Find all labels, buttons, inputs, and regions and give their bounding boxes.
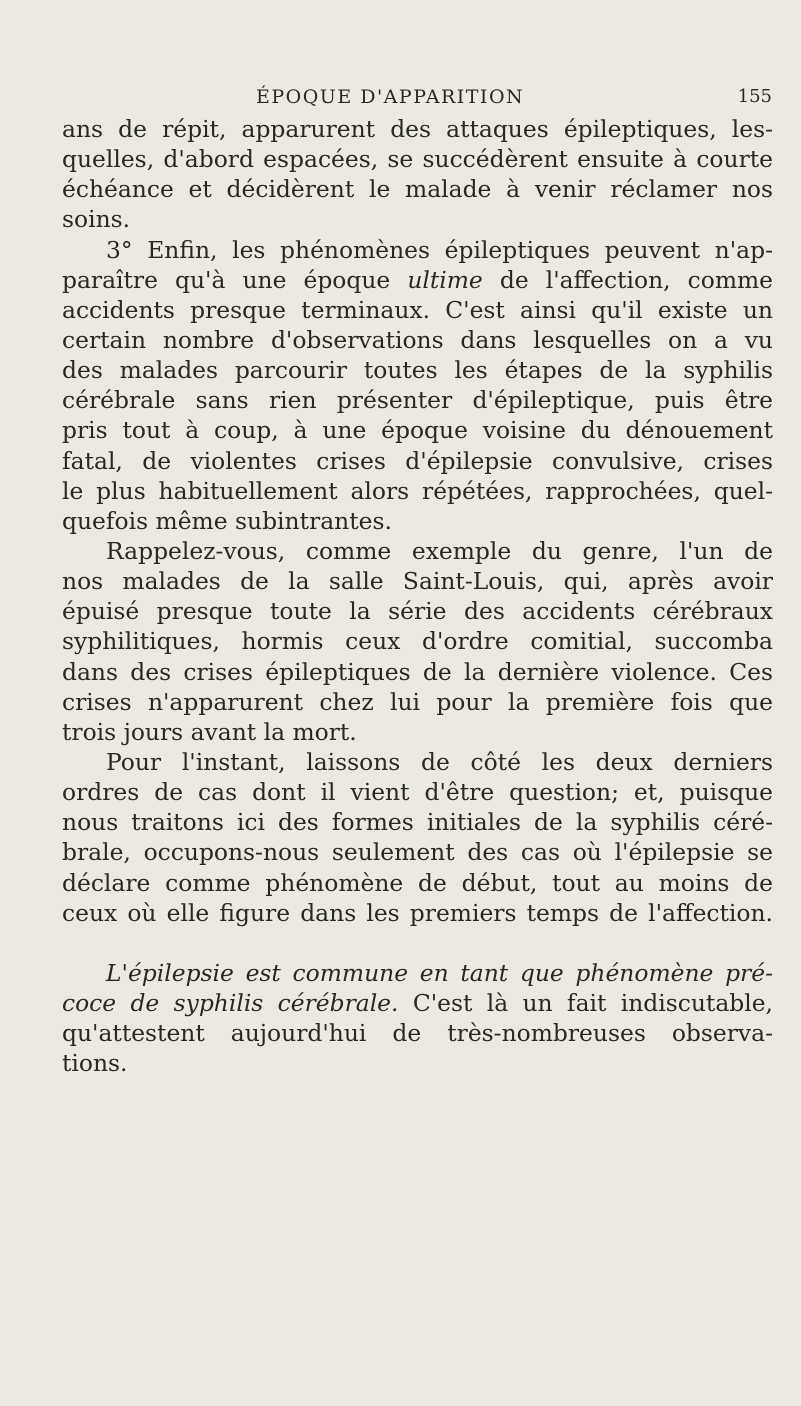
- running-header: [232, 86, 772, 114]
- text-line: ceux où elle figure dans les premiers temps de l'affection.: [62, 898, 773, 927]
- text-line: tions.: [62, 1049, 128, 1078]
- text-line: Pour l'instant, laissons de côté les deux derniers: [106, 747, 773, 776]
- text-line: pris tout à coup, à une époque voisine du dénouement: [62, 416, 773, 445]
- italic-word: ultime: [407, 265, 483, 294]
- text-line: [62, 958, 773, 988]
- text-line: dans des crises épileptiques de la dernière violence. Ces: [62, 657, 773, 686]
- text-line: Rappelez-vous, comme exemple du genre, l'un de: [106, 536, 773, 565]
- text-line: nos malades de la salle Saint-Louis, qui, après avoir: [62, 567, 773, 596]
- text-line: [62, 265, 773, 295]
- page-number: 155: [737, 86, 772, 107]
- italic-sentence: coce de syphilis cérébrale.: [62, 988, 399, 1017]
- text-line: épuisé presque toute la série des accidents cérébraux: [62, 597, 773, 626]
- text-line: soins.: [62, 205, 131, 234]
- text-line: crises n'apparurent chez lui pour la première fois que: [62, 687, 773, 716]
- text-line: 3° Enfin, les phénomènes épileptiques peuvent n'ap-: [106, 235, 773, 264]
- running-title: ÉPOQUE D'APPARITION: [256, 86, 525, 108]
- text-line: [62, 988, 773, 1018]
- text-line: nous traitons ici des formes initiales de la syphilis céré-: [62, 808, 773, 837]
- text-span: paraître qu'à une époque: [62, 265, 391, 294]
- text-line: quelles, d'abord espacées, se succédèrent ensuite à courte: [62, 145, 773, 174]
- text-line: brale, occupons-nous seulement des cas où l'épilepsie se: [62, 838, 773, 867]
- italic-sentence: L'épilepsie est commune en tant que phénomène pré-: [106, 958, 773, 987]
- paragraph-spacer: [62, 928, 773, 958]
- text-line: des malades parcourir toutes les étapes de la syphilis: [62, 356, 773, 385]
- text-line: le plus habituellement alors répétées, rapprochées, quel-: [62, 476, 773, 505]
- text-span: de l'affection, comme: [499, 265, 774, 294]
- text-line: fatal, de violentes crises d'épilepsie convulsive, crises: [62, 446, 773, 475]
- text-line: échéance et décidèrent le malade à venir réclamer nos: [62, 175, 773, 204]
- text-line: déclare comme phénomène de début, tout au moins de: [62, 868, 773, 897]
- text-line: qu'attestent aujourd'hui de très-nombreuses observa-: [62, 1019, 773, 1048]
- text-span: C'est là un fait indiscutable,: [412, 988, 773, 1017]
- body-text: [62, 114, 773, 1078]
- text-line: trois jours avant la mort.: [62, 717, 357, 746]
- text-line: ans de répit, apparurent des attaques épileptiques, les-: [62, 115, 773, 143]
- text-line: certain nombre d'observations dans lesquelles on a vu: [62, 325, 773, 354]
- text-line: accidents presque terminaux. C'est ainsi qu'il existe un: [62, 295, 773, 324]
- text-line: quefois même subintrantes.: [62, 506, 392, 535]
- text-line: cérébrale sans rien présenter d'épileptique, puis être: [62, 386, 773, 415]
- text-line: ordres de cas dont il vient d'être question; et, puisque: [62, 778, 773, 807]
- text-line: syphilitiques, hormis ceux d'ordre comitial, succomba: [62, 627, 773, 656]
